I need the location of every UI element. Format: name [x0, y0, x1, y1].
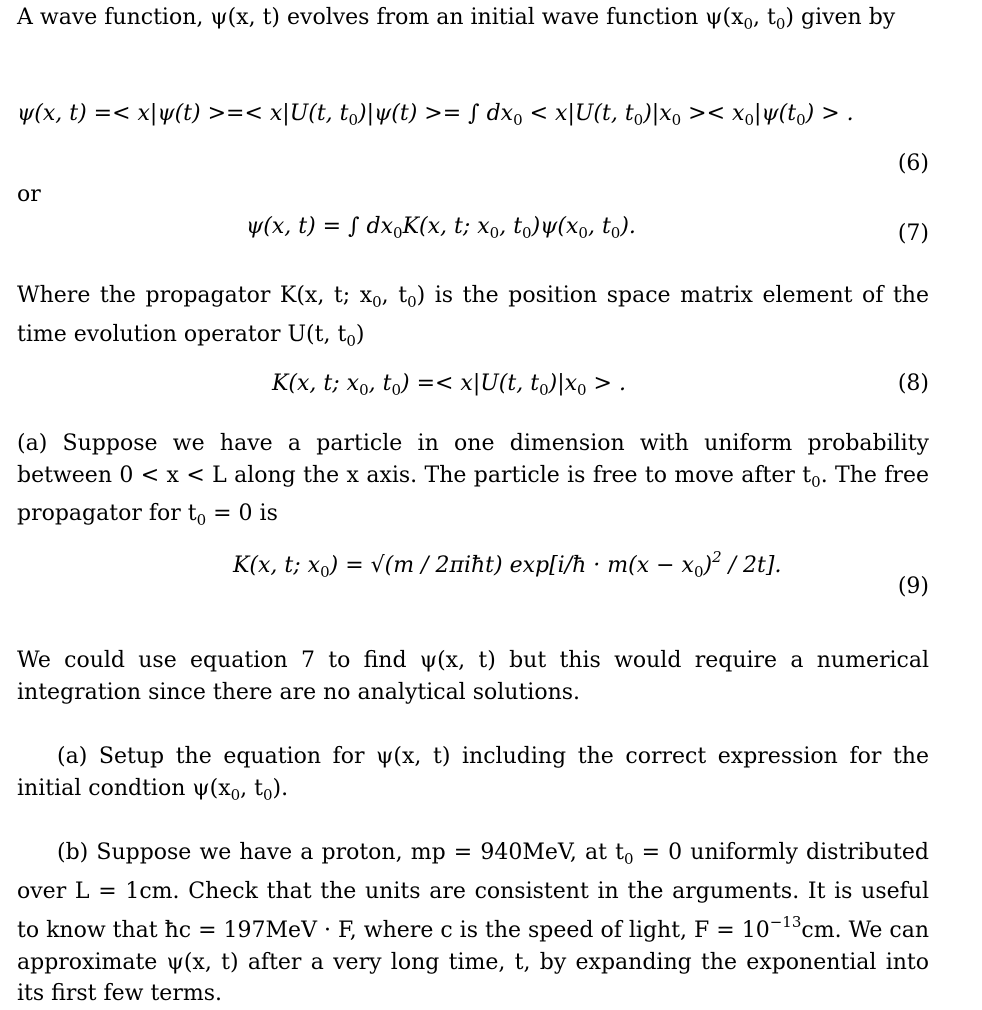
equation-6-expression: ψ(x, t) =< x|ψ(t) >=< x|U(t, $t_0)|\psi(t)$ >= ∫ $dx_0 < x|U(t$, $t_0)|x_0 >< x_0|\psi(t_0)$ > . [17, 101, 854, 129]
equation-9 [233, 548, 781, 581]
question-b-text: (b) Suppose we have a proton, mp = 940MeV, at $t_0 = 0$ uniformly distributed over L = 1cm. Check that the units are consistent in the arguments. It is useful to know that ħc = 197MeV · F, where c is the speed of light, $F = 10^{-13}cm$. We can approximate ψ(x, t) after a very long time, t, by expanding the exponential into its first few terms. [17, 840, 930, 1006]
question-a-text: (a) Setup the equation for ψ(x, t) including the correct expression for the initial condtion $\psi(x_0$, $t_0$). [17, 744, 929, 804]
question-a-paragraph [17, 741, 929, 811]
equation-6 [17, 101, 854, 129]
equation-7-expression: ψ(x, t) = ∫ $dx_0K(x$, t; $x_0$, $t_0)\psi(x_0$, $t_0$). [246, 214, 636, 242]
equation-7-number: (7) [897, 221, 929, 246]
propagator-text: Where the propagator K(x, t; $x_0$, $t_0$) is the position space matrix element of the time evolution operator U(t, $t_0$) [17, 283, 929, 350]
equation-8-number: (8) [897, 371, 929, 396]
propagator-paragraph [17, 280, 929, 357]
part-a-intro-text: (a) Suppose we have a particle in one dimension with uniform probability between 0 < x < L along the x axis. The particle is free to move after $t_0$. The free propagator for $t_0 = 0$ is [17, 431, 929, 529]
numerical-paragraph [17, 645, 929, 708]
equation-8 [272, 371, 626, 399]
equation-9-expression: K(x, t; $x_0) = √(m$ / 2πiħt) exp[i/ħ · $m(x - x_0)^2 / 2t$]. [233, 548, 782, 581]
equation-8-expression: K(x, t; $x_0$, $t_0) =< x|U(t$, $t_0)|x_0$ > . [272, 371, 626, 399]
part-a-intro-paragraph [17, 428, 929, 537]
equation-7 [246, 214, 636, 242]
intro-paragraph [17, 2, 929, 41]
question-b-paragraph [17, 837, 929, 1010]
equation-9-number: (9) [897, 574, 929, 599]
equation-6-number: (6) [897, 151, 929, 176]
or-label: or [17, 182, 41, 207]
intro-text: A wave function, ψ(x, t) evolves from an initial wave function $\psi(x_0$, $t_0$) given by [17, 5, 896, 33]
numerical-text: We could use equation 7 to find ψ(x, t) but this would require a numerical integration since there are no analytical solutions. [17, 648, 929, 705]
